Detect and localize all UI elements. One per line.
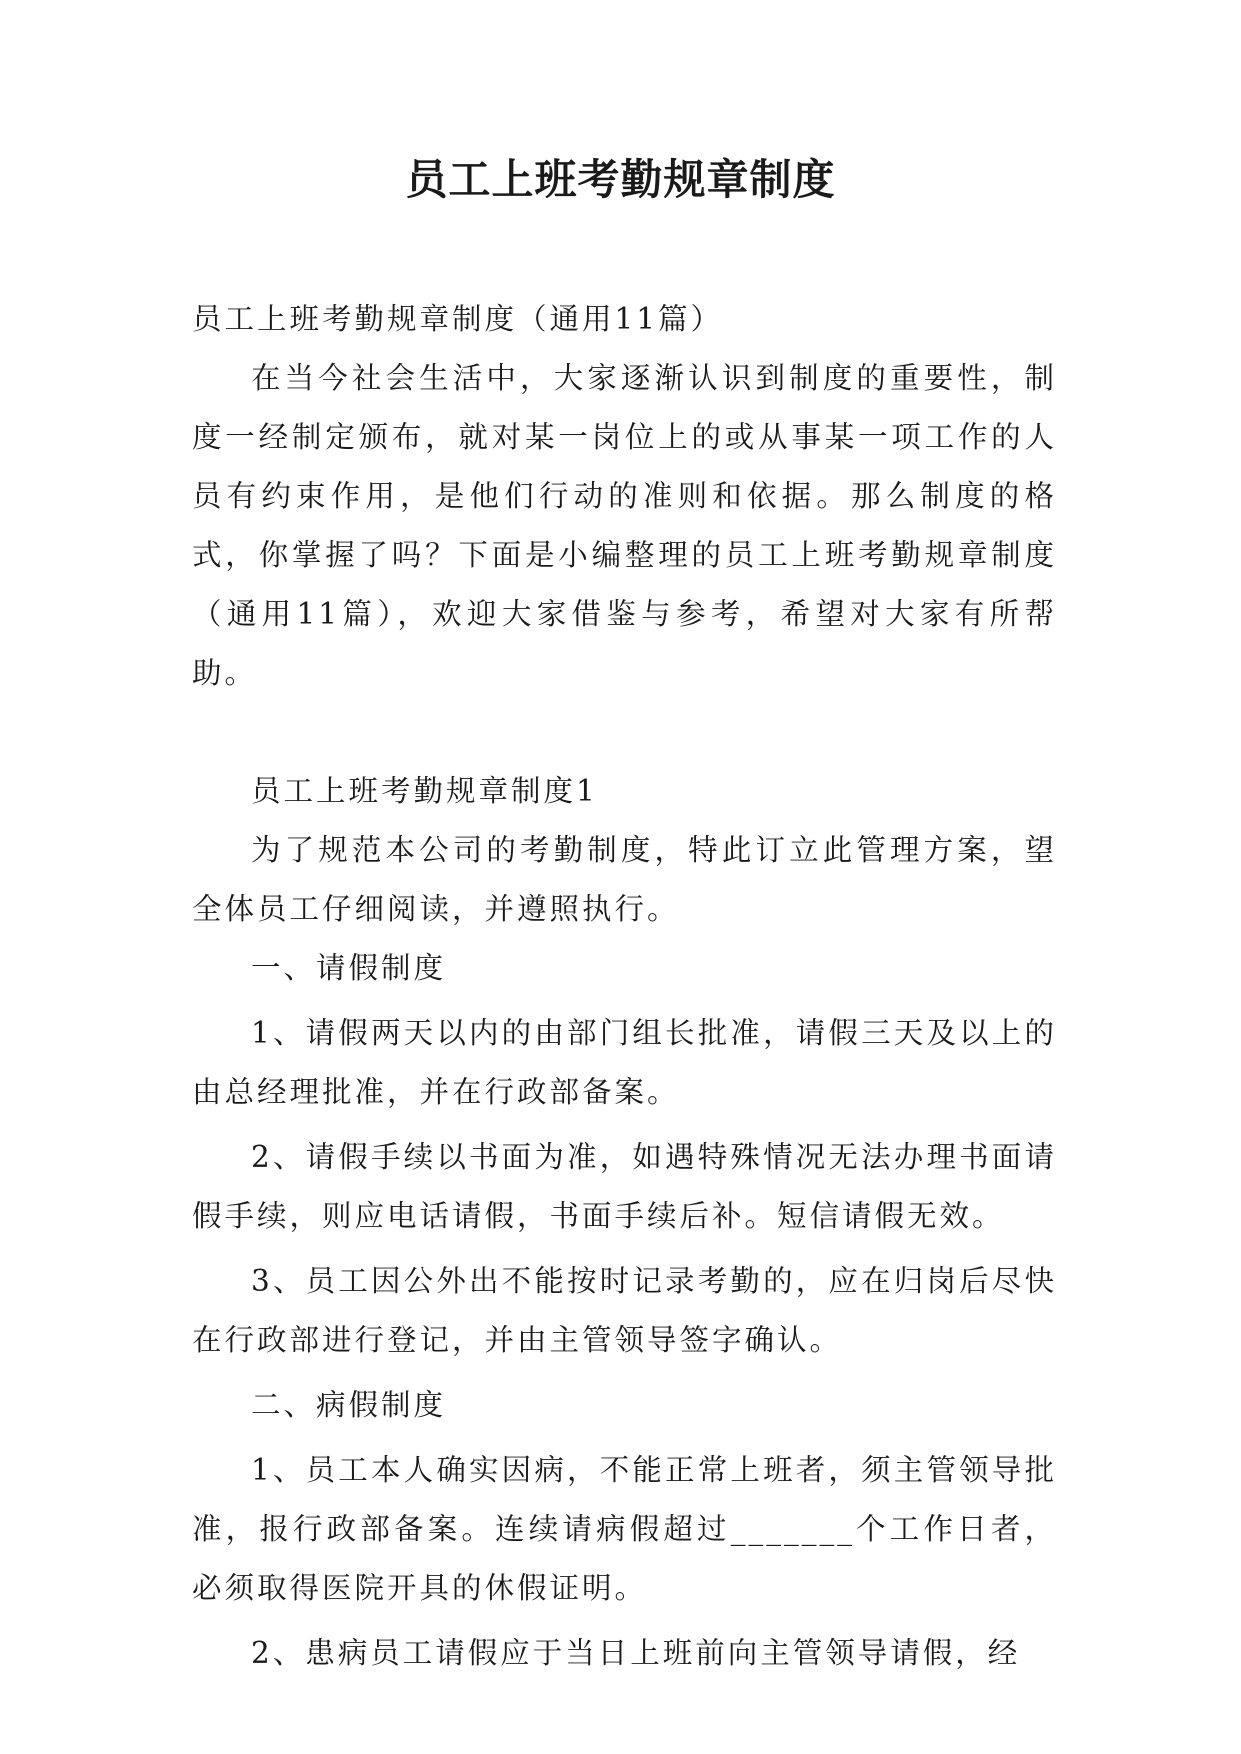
blank-line — [192, 703, 1057, 762]
document-subtitle: 员工上班考勤规章制度（通用11篇） — [192, 302, 724, 336]
section-heading: 员工上班考勤规章制度1 — [251, 774, 598, 808]
leave-item-2: 2、请假手续以书面为准，如遇特殊情况无法办理书面请假手续，则应电话请假，书面手续后补。短信请假无效。 — [192, 1140, 1057, 1233]
leave-item-3: 3、员工因公外出不能按时记录考勤的，应在归岗后尽快在行政部进行登记，并由主管领导签字确认。 — [192, 1264, 1057, 1357]
document-body — [192, 290, 1057, 1683]
leave-heading: 一、请假制度 — [251, 951, 447, 985]
sick-item-2: 2、患病员工请假应于当日上班前向主管领导请假，经 — [251, 1636, 1021, 1670]
document-title: 员工上班考勤规章制度 — [405, 155, 836, 204]
leave-item-1: 1、请假两天以内的由部门组长批准，请假三天及以上的由总经理批准，并在行政部备案。 — [192, 1016, 1057, 1109]
section-paragraph: 为了规范本公司的考勤制度，特此订立此管理方案，望全体员工仔细阅读，并遵照执行。 — [192, 833, 1057, 926]
sick-heading: 二、病假制度 — [251, 1388, 447, 1422]
sick-item-1: 1、员工本人确实因病，不能正常上班者，须主管领导批准，报行政部备案。连续请病假超过_______个工作日者，必须取得医院开具的休假证明。 — [192, 1453, 1057, 1605]
intro-paragraph: 在当今社会生活中，大家逐渐认识到制度的重要性，制度一经制定颁布，就对某一岗位上的或从事某一项工作的人员有约束作用，是他们行动的准则和依据。那么制度的格式，你掌握了吗？下面是小编整理的员工上班考勤规章制度（通用11篇），欢迎大家借鉴与参考，希望对大家有所帮助。 — [192, 361, 1057, 690]
